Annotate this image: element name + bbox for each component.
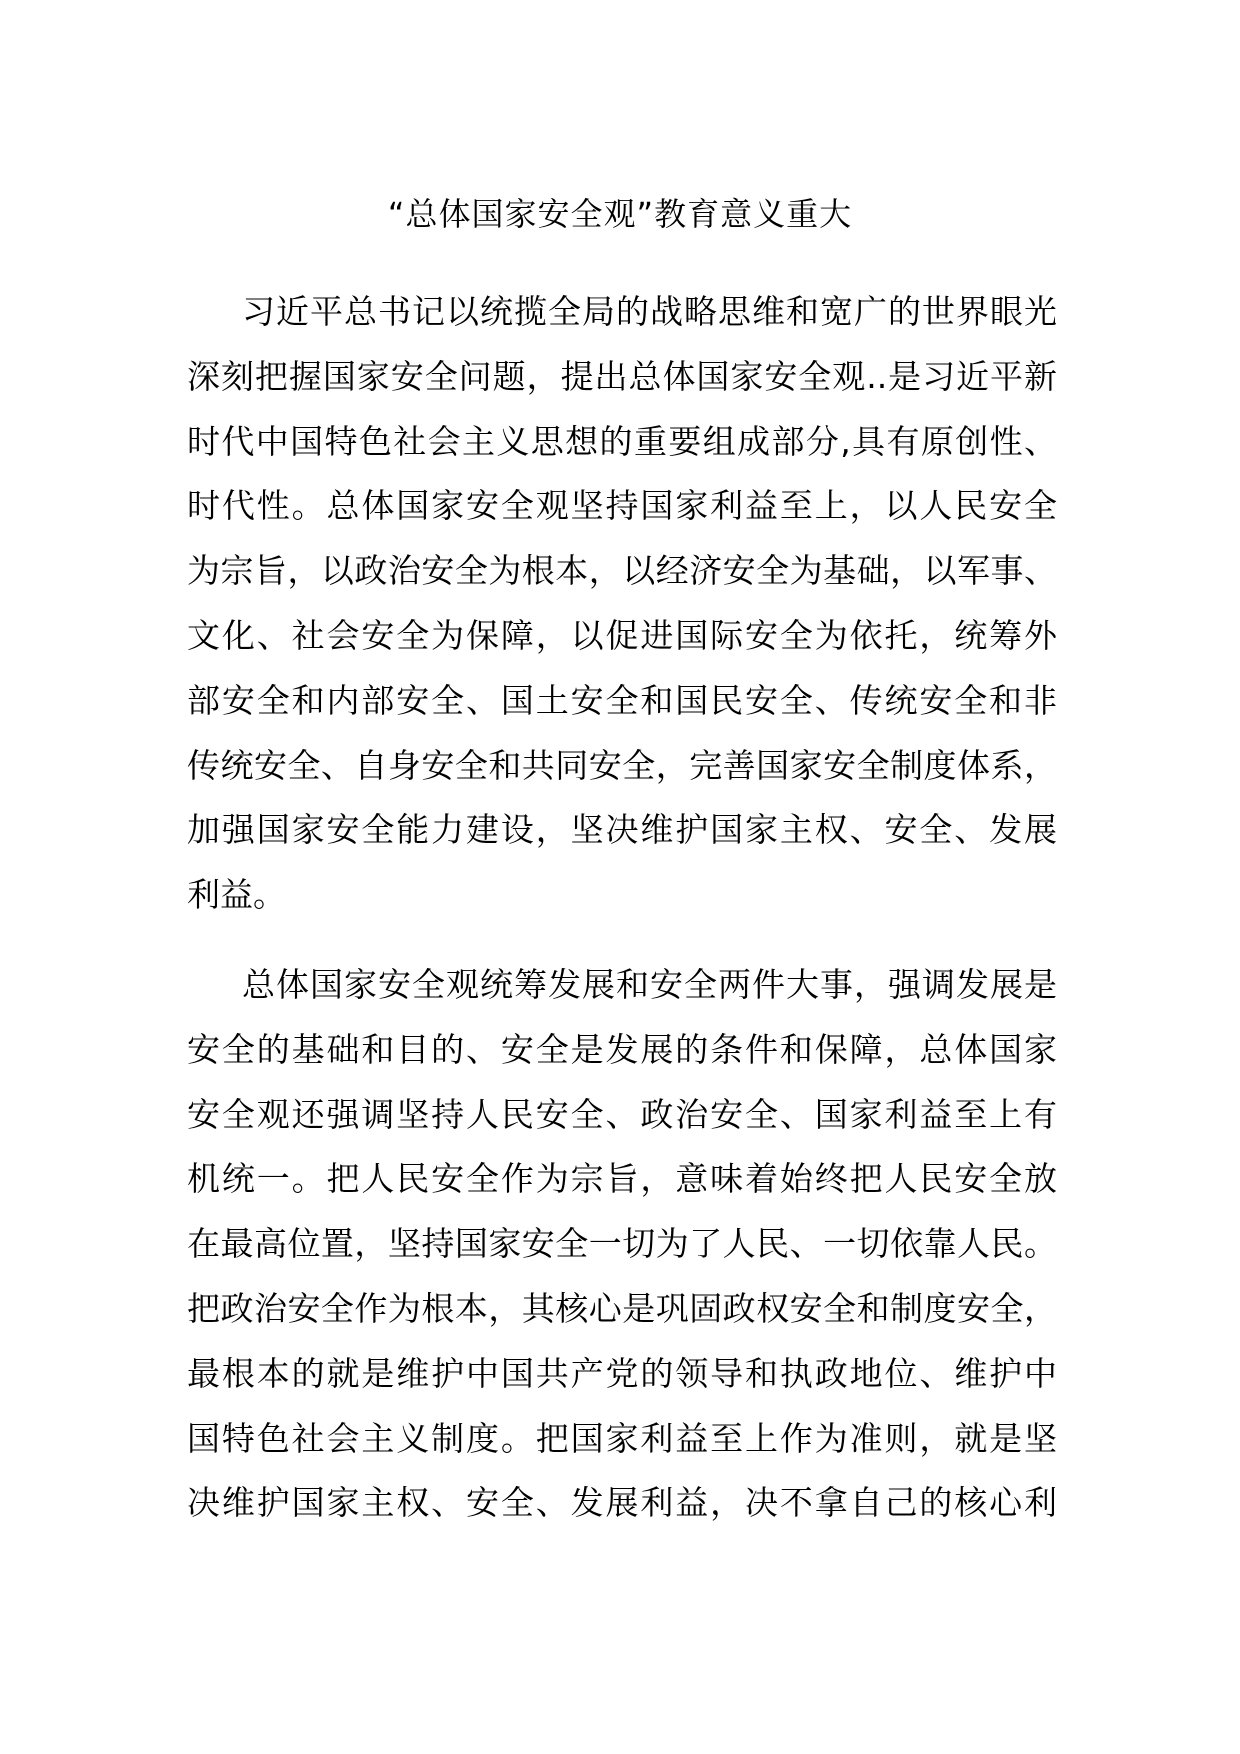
text-line: 安全观还强调坚持人民安全、政治安全、国家利益至上有 [187,1094,1057,1134]
text-line: 传统安全、自身安全和共同安全，完善国家安全制度体系， [187,745,1057,785]
text-line: 最根本的就是维护中国共产党的领导和执政地位、维护中 [187,1353,1057,1393]
text-line: 部安全和内部安全、国土安全和国民安全、传统安全和非 [187,680,1057,720]
text-line: 加强国家安全能力建设，坚决维护国家主权、安全、发展 [187,810,1057,850]
text-line: 机统一。把人民安全作为宗旨，意味着始终把人民安全放 [187,1159,1057,1199]
text-line: 习近平总书记以统揽全局的战略思维和宽广的世界眼光 [242,292,1057,331]
text-line: 在最高位置，坚持国家安全一切为了人民、一切依靠人民。 [187,1224,1057,1264]
document-title: “总体国家安全观”教育意义重大 [387,195,853,233]
text-line: 决维护国家主权、安全、发展利益，决不拿自己的核心利 [187,1483,1057,1523]
paragraph-2 [187,953,1057,1536]
text-line: 国特色社会主义制度。把国家利益至上作为准则，就是坚 [187,1418,1057,1458]
text-line: 把政治安全作为根本，其核心是巩固政权安全和制度安全， [187,1288,1057,1328]
text-line: 深刻把握国家安全问题，提出总体国家安全观..是习近平新 [187,356,1057,396]
text-line: 文化、社会安全为保障，以促进国际安全为依托，统筹外 [187,615,1057,655]
text-line: 总体国家安全观统筹发展和安全两件大事，强调发展是 [242,965,1057,1004]
text-line: 安全的基础和目的、安全是发展的条件和保障，总体国家 [187,1029,1057,1069]
text-line: 利益。 [187,875,286,915]
paragraph-1 [187,280,1057,928]
text-line: 为宗旨，以政治安全为根本，以经济安全为基础，以军事、 [187,551,1057,591]
text-line: 时代性。总体国家安全观坚持国家利益至上，以人民安全 [187,486,1057,526]
text-line: 时代中国特色社会主义思想的重要组成部分,具有原创性、 [187,421,1057,461]
